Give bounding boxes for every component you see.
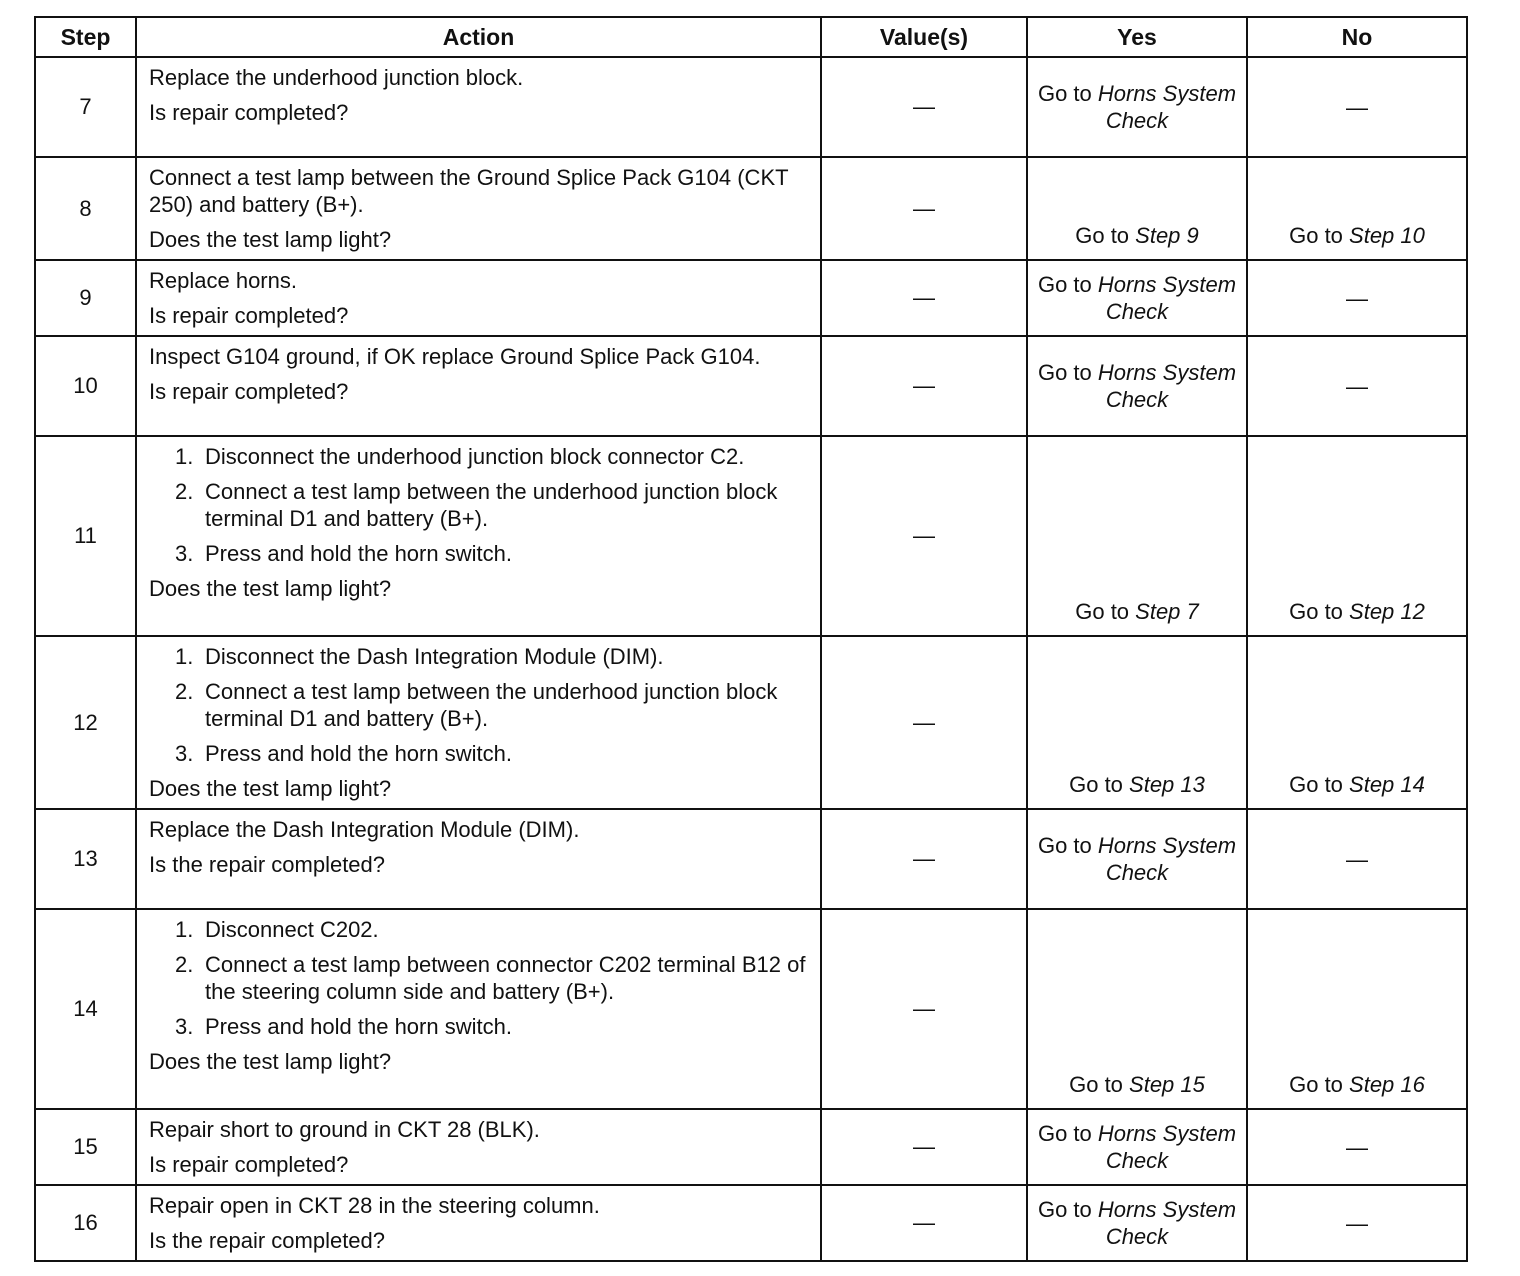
substep-item: [175, 740, 810, 767]
action-instruction: Connect a test lamp between the Ground Splice Pack G104 (CKT 250) and battery (B+).: [149, 165, 789, 217]
action-cell: [136, 157, 821, 260]
yes-result-cell: [1027, 157, 1247, 260]
yes-result-cell: [1027, 260, 1247, 336]
substep-item: [175, 478, 810, 532]
yes-result-cell: [1027, 636, 1247, 809]
no-goto-prefix: Go to: [1289, 599, 1350, 624]
yes-result-cell: [1027, 1109, 1247, 1185]
substep-text: Press and hold the horn switch.: [205, 1014, 512, 1039]
no-goto-link[interactable]: Step 12: [1349, 599, 1425, 624]
table-row: [35, 260, 1467, 336]
no-not-applicable: —: [1346, 94, 1368, 120]
no-not-applicable: —: [1346, 373, 1368, 399]
yes-goto-link[interactable]: Horns System Check: [1097, 272, 1237, 324]
action-cell: [136, 1185, 821, 1261]
value-cell: —: [821, 157, 1027, 260]
value-cell: —: [821, 1185, 1027, 1261]
action-question: Is repair completed?: [149, 379, 349, 404]
yes-goto-link[interactable]: Step 13: [1129, 772, 1205, 797]
substep-text: Disconnect the underhood junction block connector C2.: [205, 444, 745, 469]
table-row: [35, 1185, 1467, 1261]
yes-goto-link[interactable]: Horns System Check: [1097, 1121, 1237, 1173]
action-instruction: Inspect G104 ground, if OK replace Ground Splice Pack G104.: [149, 344, 761, 369]
yes-goto-prefix: Go to: [1037, 81, 1098, 106]
substep-item: [175, 443, 810, 470]
action-question: Is repair completed?: [149, 100, 349, 125]
substep-text: Disconnect the Dash Integration Module (DIM).: [205, 644, 664, 669]
action-question: Is repair completed?: [149, 303, 349, 328]
yes-goto-prefix: Go to: [1069, 772, 1130, 797]
yes-goto-link[interactable]: Horns System Check: [1097, 360, 1237, 412]
no-goto-link[interactable]: Step 16: [1349, 1072, 1425, 1097]
value-cell: —: [821, 260, 1027, 336]
substep-number: 2.: [175, 479, 194, 504]
substep-number: 3.: [175, 1014, 194, 1039]
action-cell: [136, 1109, 821, 1185]
yes-goto-link[interactable]: Horns System Check: [1097, 81, 1237, 133]
action-cell: [136, 57, 821, 157]
substep-text: Connect a test lamp between connector C202 terminal B12 of the steering column side and battery (B+).: [205, 952, 806, 1004]
substep-number: 1.: [175, 644, 194, 669]
yes-goto-link[interactable]: Step 15: [1129, 1072, 1205, 1097]
no-result-cell: [1247, 809, 1467, 909]
yes-result-cell: [1027, 436, 1247, 636]
value-cell: —: [821, 336, 1027, 436]
no-result-cell: [1247, 1109, 1467, 1185]
substep-list: [149, 443, 810, 567]
action-cell: [136, 260, 821, 336]
substep-list: [149, 643, 810, 767]
action-instruction: Replace the Dash Integration Module (DIM).: [149, 817, 580, 842]
no-not-applicable: —: [1346, 1134, 1368, 1160]
column-header-values: Value(s): [821, 17, 1027, 57]
no-result-cell: [1247, 336, 1467, 436]
substep-item: [175, 540, 810, 567]
substep-number: 1.: [175, 444, 194, 469]
yes-goto-link[interactable]: Horns System Check: [1097, 833, 1237, 885]
substep-number: 3.: [175, 741, 194, 766]
table-body: [35, 57, 1467, 1261]
yes-goto-prefix: Go to: [1037, 1121, 1098, 1146]
value-cell: —: [821, 1109, 1027, 1185]
no-not-applicable: —: [1346, 285, 1368, 311]
yes-result-cell: [1027, 336, 1247, 436]
step-number: 9: [35, 260, 136, 336]
substep-text: Disconnect C202.: [205, 917, 379, 942]
no-result-cell: [1247, 436, 1467, 636]
no-result-cell: [1247, 636, 1467, 809]
yes-result-cell: [1027, 57, 1247, 157]
step-number: 14: [35, 909, 136, 1109]
substep-text: Press and hold the horn switch.: [205, 541, 512, 566]
step-number: 11: [35, 436, 136, 636]
action-cell: [136, 436, 821, 636]
no-not-applicable: —: [1346, 1210, 1368, 1236]
step-number: 8: [35, 157, 136, 260]
substep-item: [175, 916, 810, 943]
no-goto-prefix: Go to: [1289, 772, 1350, 797]
action-question: Does the test lamp light?: [149, 576, 392, 601]
yes-goto-prefix: Go to: [1037, 360, 1098, 385]
table-row: [35, 1109, 1467, 1185]
yes-goto-prefix: Go to: [1069, 1072, 1130, 1097]
action-instruction: Replace horns.: [149, 268, 297, 293]
action-cell: [136, 909, 821, 1109]
yes-result-cell: [1027, 1185, 1247, 1261]
table-row: [35, 636, 1467, 809]
table-row: [35, 436, 1467, 636]
yes-goto-prefix: Go to: [1037, 272, 1098, 297]
substep-number: 1.: [175, 917, 194, 942]
step-number: 12: [35, 636, 136, 809]
action-cell: [136, 636, 821, 809]
table-header-row: [35, 17, 1467, 57]
value-cell: —: [821, 636, 1027, 809]
no-result-cell: [1247, 57, 1467, 157]
action-instruction: Replace the underhood junction block.: [149, 65, 524, 90]
step-number: 10: [35, 336, 136, 436]
step-number: 7: [35, 57, 136, 157]
action-cell: [136, 809, 821, 909]
substep-item: [175, 951, 810, 1005]
substep-number: 2.: [175, 679, 194, 704]
no-goto-prefix: Go to: [1289, 223, 1350, 248]
yes-goto-prefix: Go to: [1075, 223, 1136, 248]
action-question: Does the test lamp light?: [149, 227, 392, 252]
yes-goto-link[interactable]: Step 9: [1135, 223, 1199, 248]
column-header-step: Step: [35, 17, 136, 57]
substep-text: Press and hold the horn switch.: [205, 741, 512, 766]
column-header-action: Action: [136, 17, 821, 57]
substep-item: [175, 1013, 810, 1040]
action-instruction: Repair open in CKT 28 in the steering column.: [149, 1193, 600, 1218]
diagnostic-table-page: [34, 16, 1466, 1262]
no-not-applicable: —: [1346, 846, 1368, 872]
action-question: Is repair completed?: [149, 1152, 349, 1177]
substep-item: [175, 678, 810, 732]
value-cell: —: [821, 57, 1027, 157]
no-goto-link[interactable]: Step 14: [1349, 772, 1425, 797]
no-result-cell: [1247, 1185, 1467, 1261]
no-result-cell: [1247, 157, 1467, 260]
no-result-cell: [1247, 260, 1467, 336]
yes-goto-prefix: Go to: [1037, 1197, 1098, 1222]
yes-goto-link[interactable]: Horns System Check: [1097, 1197, 1237, 1249]
table-row: [35, 157, 1467, 260]
substep-item: [175, 643, 810, 670]
substep-number: 3.: [175, 541, 194, 566]
value-cell: —: [821, 809, 1027, 909]
table-row: [35, 809, 1467, 909]
value-cell: —: [821, 436, 1027, 636]
no-goto-prefix: Go to: [1289, 1072, 1350, 1097]
table-row: [35, 57, 1467, 157]
value-cell: —: [821, 909, 1027, 1109]
action-instruction: Repair short to ground in CKT 28 (BLK).: [149, 1117, 540, 1142]
step-number: 16: [35, 1185, 136, 1261]
action-question: Is the repair completed?: [149, 1228, 386, 1253]
action-cell: [136, 336, 821, 436]
substep-list: [149, 916, 810, 1040]
action-question: Is the repair completed?: [149, 852, 386, 877]
yes-goto-prefix: Go to: [1075, 599, 1136, 624]
column-header-no: No: [1247, 17, 1467, 57]
table-row: [35, 909, 1467, 1109]
step-number: 13: [35, 809, 136, 909]
yes-goto-link[interactable]: Step 7: [1135, 599, 1199, 624]
action-question: Does the test lamp light?: [149, 1049, 392, 1074]
table-row: [35, 336, 1467, 436]
yes-goto-prefix: Go to: [1037, 833, 1098, 858]
diagnostic-table: [34, 16, 1468, 1262]
yes-result-cell: [1027, 809, 1247, 909]
yes-result-cell: [1027, 909, 1247, 1109]
no-result-cell: [1247, 909, 1467, 1109]
action-question: Does the test lamp light?: [149, 776, 392, 801]
substep-number: 2.: [175, 952, 194, 977]
substep-text: Connect a test lamp between the underhood junction block terminal D1 and battery (B+).: [205, 479, 778, 531]
step-number: 15: [35, 1109, 136, 1185]
substep-text: Connect a test lamp between the underhood junction block terminal D1 and battery (B+).: [205, 679, 778, 731]
no-goto-link[interactable]: Step 10: [1349, 223, 1425, 248]
column-header-yes: Yes: [1027, 17, 1247, 57]
